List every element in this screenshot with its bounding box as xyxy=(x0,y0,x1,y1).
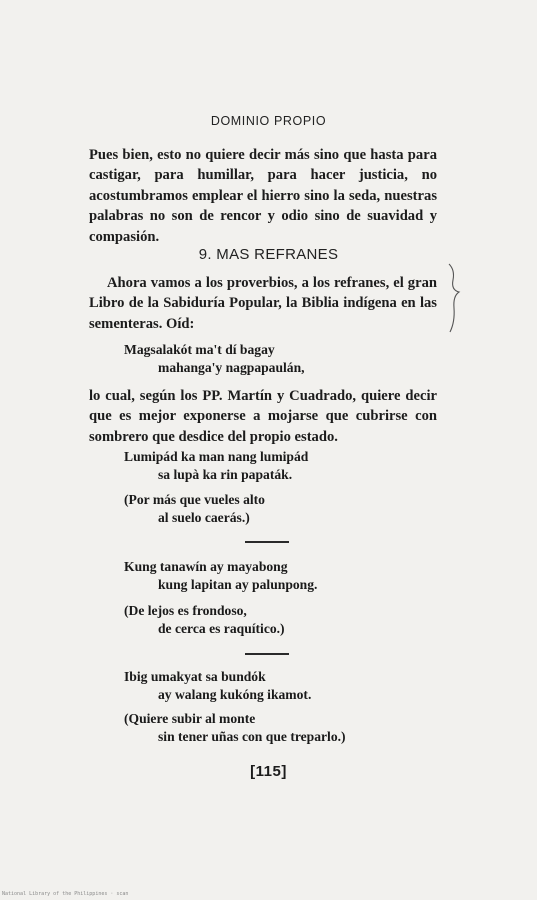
verse-line: sin tener uñas con que treparlo.) xyxy=(158,729,346,744)
verse-line: (Quiere subir al monte xyxy=(124,711,256,726)
verse-line: (Por más que vueles alto xyxy=(124,492,265,507)
running-head: DOMINIO PROPIO xyxy=(210,114,327,128)
verse-line: sa lupà ka rin papaták. xyxy=(158,467,293,482)
page-number: [115] xyxy=(250,763,287,780)
scan-watermark: National Library of the Philippines · scan xyxy=(2,891,129,897)
verse-line: Ibig umakyat sa bundók xyxy=(124,669,266,684)
verse-translation-frondoso xyxy=(124,602,285,638)
paragraph-lo-cual: lo cual, según los PP. Martín y Cuadrado, quiere decir que es mejor exponerse a mojarse que cubrirse con sombrero que desdice del propio estado. xyxy=(89,388,437,445)
verse-line: mahanga'y nagpapaulán, xyxy=(158,360,305,375)
verse-translation-vueles xyxy=(124,491,265,527)
section-divider xyxy=(245,541,289,543)
section-title: 9. MAS REFRANES xyxy=(198,246,339,263)
verse-line: (De lejos es frondoso, xyxy=(124,603,247,618)
verse-lumipad xyxy=(124,448,308,484)
section-divider xyxy=(245,653,289,655)
verse-line: Magsalakót ma't dí bagay xyxy=(124,342,275,357)
verse-line: de cerca es raquítico.) xyxy=(158,621,285,636)
paragraph-intro: Pues bien, esto no quiere decir más sino que hasta para castigar, para humillar, para hacer justicia, no acostumbramos emplear el hierro sino la seda, nuestras palabras no son de rencor y odio sino de suavidad y compasión. xyxy=(89,147,437,245)
margin-bracket-mark xyxy=(445,262,465,334)
verse-magsalakot xyxy=(124,341,305,377)
verse-kung-tanawin xyxy=(124,558,317,594)
verse-line: Lumipád ka man nang lumipád xyxy=(124,449,309,464)
verse-ibig-umakyat xyxy=(124,668,311,704)
verse-line: kung lapitan ay palunpong. xyxy=(158,577,318,592)
verse-line: Kung tanawín ay mayabong xyxy=(124,559,288,574)
paragraph-ahora: Ahora vamos a los proverbios, a los refranes, el gran Libro de la Sabiduría Popular, la Biblia indígena en las sementeras. Oíd: xyxy=(89,275,437,332)
verse-translation-monte xyxy=(124,710,346,746)
verse-line: ay walang kukóng ikamot. xyxy=(158,687,312,702)
verse-line: al suelo caerás.) xyxy=(158,510,250,525)
